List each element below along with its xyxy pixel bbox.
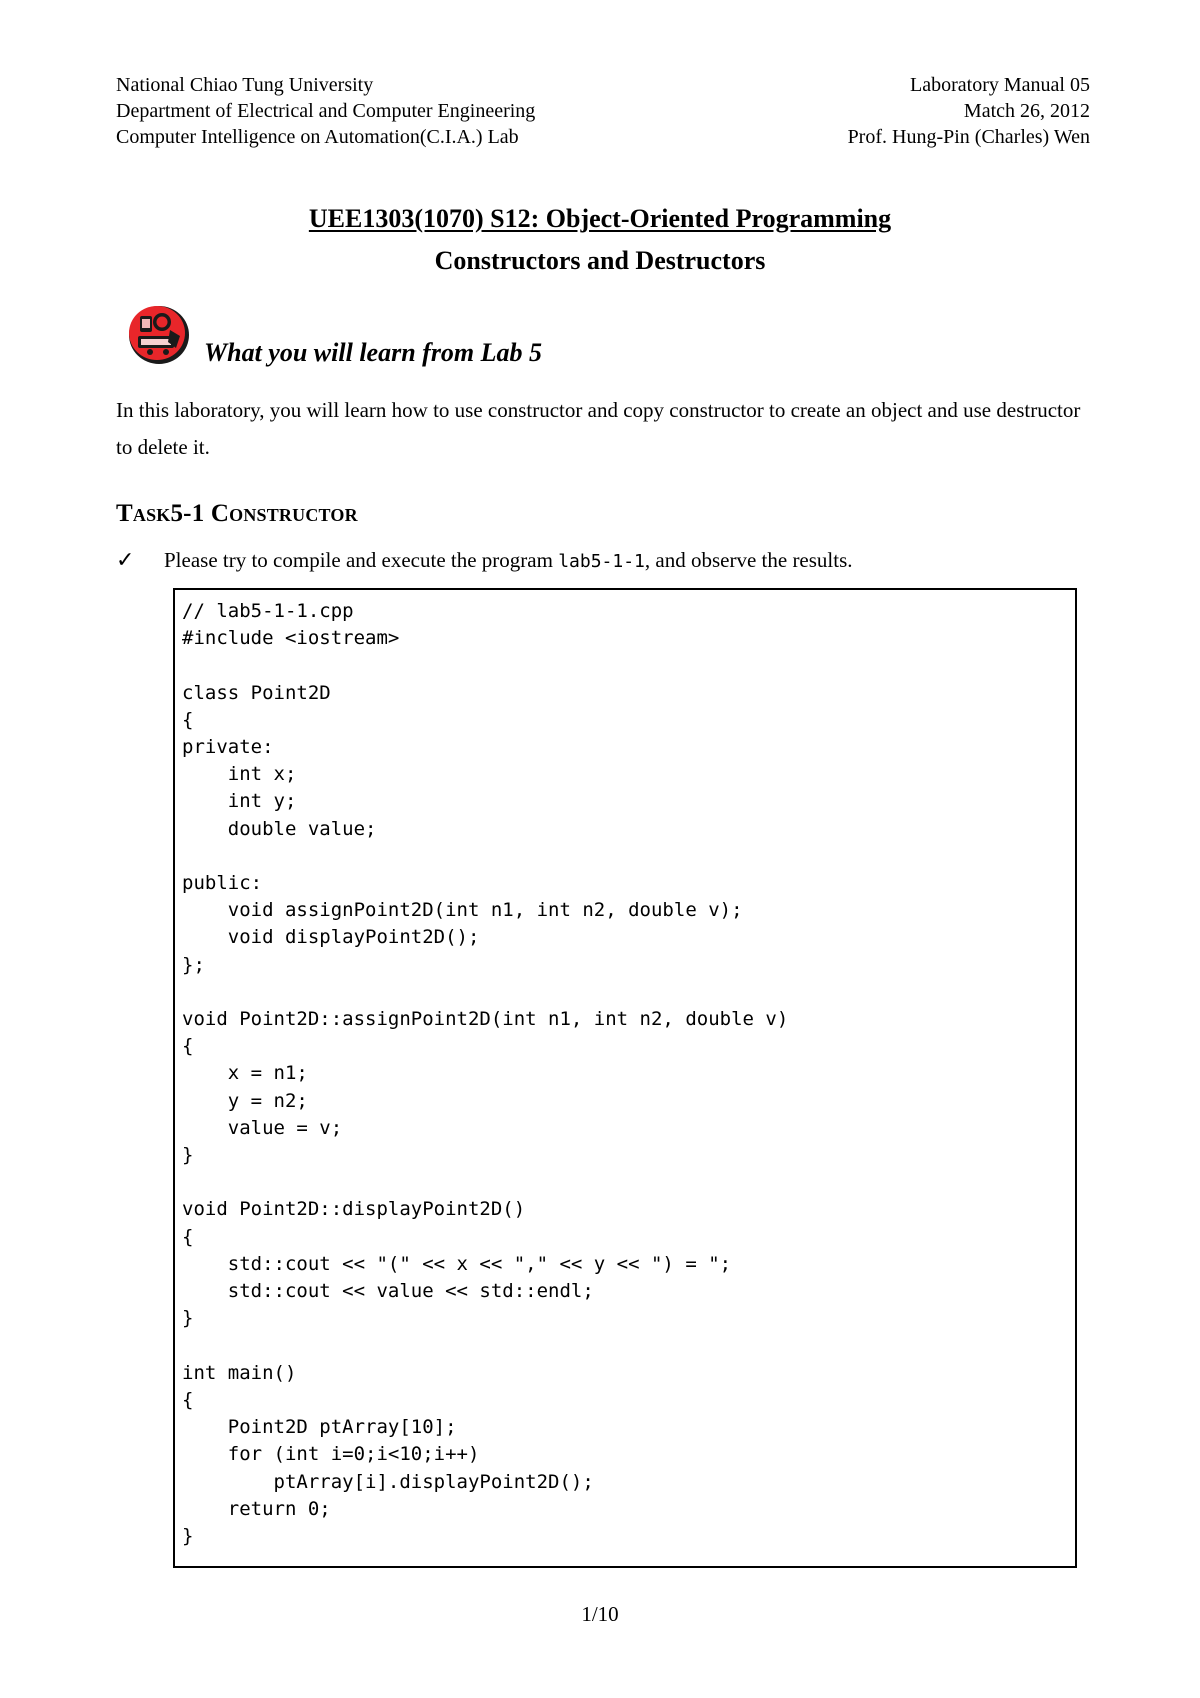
department-name: Department of Electrical and Computer Engineering <box>116 100 536 122</box>
lab-icon <box>126 302 192 366</box>
university-name: National Chiao Tung University <box>116 74 374 96</box>
lab-name: Computer Intelligence on Automation(C.I.A.) Lab <box>116 126 519 148</box>
check-mark-icon: ✓ <box>116 548 135 573</box>
manual-date: Match 26, 2012 <box>963 100 1090 122</box>
manual-number: Laboratory Manual 05 <box>910 74 1090 96</box>
page-number: 1/10 <box>581 1602 619 1626</box>
instruction-text-before: Please try to compile and execute the program <box>164 548 559 572</box>
task-heading: Task5-1 Constructor <box>116 500 358 527</box>
program-name: lab5-1-1 <box>558 551 645 572</box>
intro-paragraph: In this laboratory, you will learn how to use constructor and copy constructor to create an object and use destructor to delete it. <box>116 398 1081 459</box>
page-subtitle: Constructors and Destructors <box>434 246 766 275</box>
page-title: UEE1303(1070) S12: Object-Oriented Programming <box>308 204 892 233</box>
task-instruction <box>116 548 853 573</box>
learn-heading: What you will learn from Lab 5 <box>204 338 543 367</box>
instruction-text-after: , and observe the results. <box>644 548 853 572</box>
code-listing: // lab5-1-1.cpp #include <iostream> class Point2D { private: int x; int y; double value; public: void assignPoint2D(int n1, int n2, double v); void displayPoint2D(); }; void Point2D::assignPoint2D(int n1, int n2, double v) { x = n1; y = n2; value = v; } void Point2D::displayPoint2D() { std::cout << "(" << x << "," << y << ") = "; std::cout << value << std::endl; } int main() { Point2D ptArray[10]; for (int i=0;i<10;i++) ptArray[i].displayPoint2D(); return 0; } <box>182 600 789 1547</box>
professor-name: Prof. Hung-Pin (Charles) Wen <box>847 126 1090 148</box>
code-listing-box <box>173 588 1077 1568</box>
header-left <box>116 72 535 150</box>
header-right <box>848 72 1090 150</box>
